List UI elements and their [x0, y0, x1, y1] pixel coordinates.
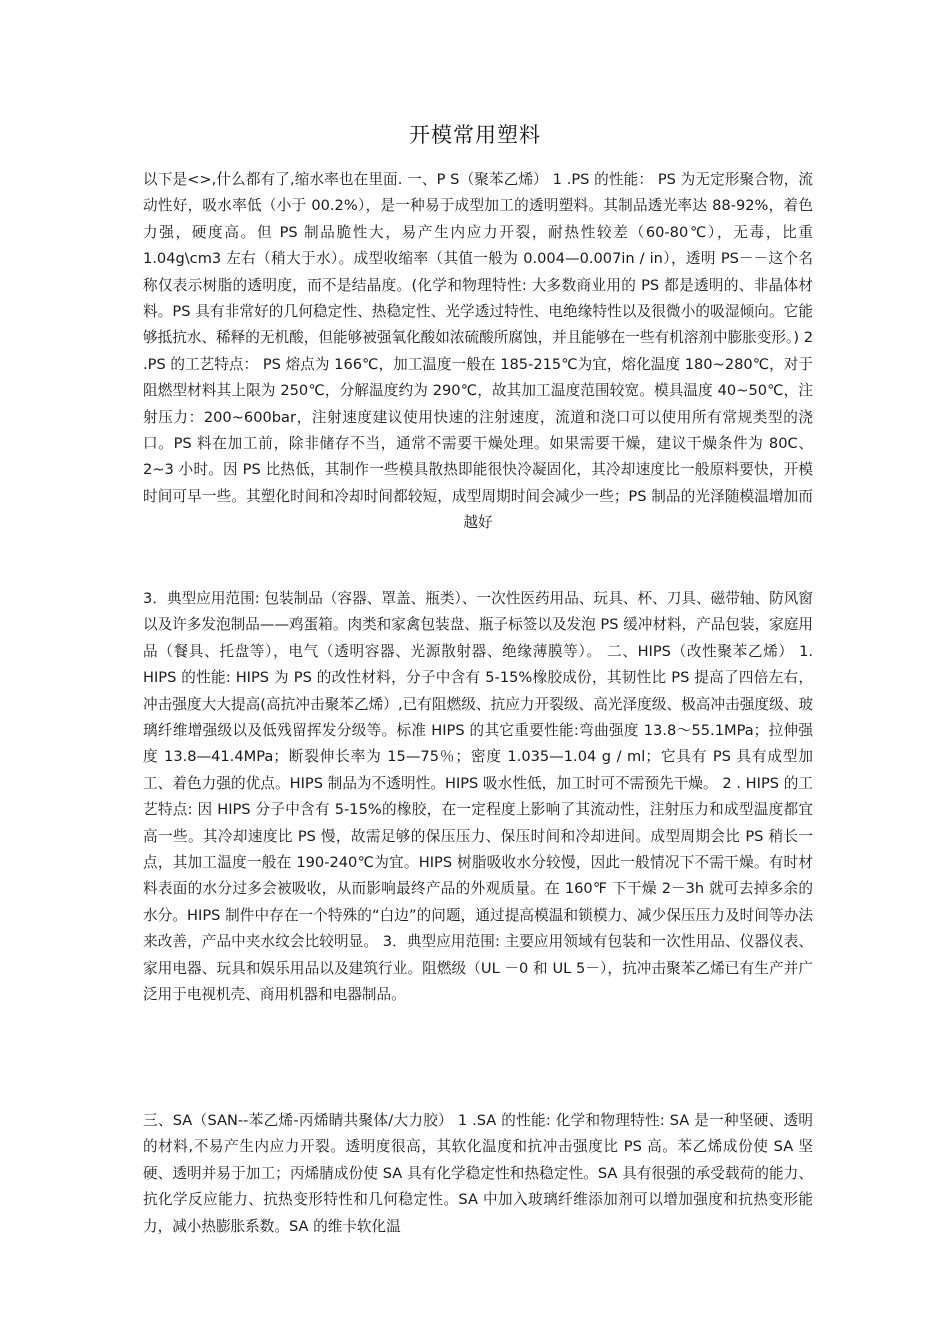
document-title: 开模常用塑料 — [409, 123, 541, 147]
paragraph-sa: 三、SA（SAN--苯乙烯-丙烯睛共聚体/大力胶） 1 .SA 的性能: 化学和物理特性: SA 是一种坚硬、透明的材料,不易产生内应力开裂。透明度很高，其软化温度和抗冲击强度比 PS 高。苯乙烯成份使 SA 坚硬、透明并易于加工；丙烯腈成份使 SA 具有化学稳定性和热稳定性。SA 具有很强的承受载荷的能力、抗化学反应能力、抗热变形特性和几何稳定性。SA 中加入玻璃纤维添加剂可以增加强度和抗热变形能力，减小热膨胀系数。SA 的维卡软化温 — [143, 1112, 813, 1235]
paragraph-ps: 以下是<>,什么都有了,缩水率也在里面. 一、P S（聚苯乙烯） 1 .PS 的性能： PS 为无定形聚合物，流动性好，吸水率低（小于 00.2%），是一种易于成型加工的透明塑料。其制品透光率达 88-92%，着色力强，硬度高。但 PS 制品脆性大，易产生内应力开裂，耐热性较差（60-80℃），无毒，比重 1.04g\cm3 左右（稍大于水）。成型收缩率（其值一般为 0.004—0.007in / in），透明 PS－－这个名称仅表示树脂的透明度，而不是结晶度。(化学和物理特性: 大多数商业用的 PS 都是透明的、非晶体材料。PS 具有非常好的几何稳定性、热稳定性、光学透过特性、电绝缘特性以及很微小的吸湿倾向。它能够抵抗水、稀释的无机酸，但能够被强氧化酸如浓硫酸所腐蚀，并且能够在一些有机溶剂中膨胀变形。) 2 .PS 的工艺特点： PS 熔点为 166℃，加工温度一般在 185-215℃为宜，熔化温度 180~280℃，对于阻燃型材料其上限为 250℃，分解温度约为 290℃，故其加工温度范围较宽。模具温度 40~50℃，注射压力：200~600bar，注射速度建议使用快速的注射速度，流道和浇口可以使用所有常规类型的浇口。PS 料在加工前，除非储存不当，通常不需要干燥处理。如果需要干燥，建议干燥条件为 80C、2~3 小时。因 PS 比热低，其制作一些模具散热即能很快冷凝固化，其冷却速度比一般原料要快，开模时间可早一些。其塑化时间和冷却时间都较短，成型周期时间会减少一些；PS 制品的光泽随模温增加而越好 — [143, 171, 813, 532]
paragraph-hips: 3．典型应用范围: 包装制品（容器、罩盖、瓶类）、一次性医药用品、玩具、杯、刀具、磁带轴、防风窗以及许多发泡制品——鸡蛋箱。肉类和家禽包装盘、瓶子标签以及发泡 PS 缓冲材料，产品包装，家庭用品（餐具、托盘等），电气（透明容器、光源散射器、绝缘薄膜等）。 二、HIPS（改性聚苯乙烯） 1. HIPS 的性能: HIPS 为 PS 的改性材料，分子中含有 5-15%橡胶成份，其韧性比 PS 提高了四倍左右，冲击强度大大提高(高抗冲击聚苯乙烯）,已有阻燃级、抗应力开裂级、高光泽度级、极高冲击强度级、玻璃纤维增强级以及低残留挥发分级等。标准 HIPS 的其它重要性能:弯曲强度 13.8～55.1MPa；拉伸强度 13.8—41.4MPa；断裂伸长率为 15—75％；密度 1.035—1.04 g / ml；它具有 PS 具有成型加工、着色力强的优点。HIPS 制品为不透明性。HIPS 吸水性低，加工时可不需预先干燥。 2 . HIPS 的工艺特点: 因 HIPS 分子中含有 5-15%的橡胶，在一定程度上影响了其流动性，注射压力和成型温度都宜高一些。其冷却速度比 PS 慢，故需足够的保压压力、保压时间和冷却进间。成型周期会比 PS 稍长一点，其加工温度一般在 190-240℃为宜。HIPS 树脂吸收水分较慢，因此一般情况下不需干燥。有时材料表面的水分过多会被吸收，从而影响最终产品的外观质量。在 160℉ 下干燥 2－3h 就可去掉多余的水分。HIPS 制件中存在一个特殊的“白边”的问题，通过提高模温和锁模力、减少保压压力及时间等办法来改善，产品中夹水纹会比较明显。 3．典型应用范围: 主要应用领域有包装和一次性用品、仪器仪表、家用电器、玩具和娱乐用品以及建筑行业。阻燃级（UL －0 和 UL 5－），抗冲击聚苯乙烯已有生产并广泛用于电视机壳、商用机器和电器制品。 — [143, 590, 814, 1004]
